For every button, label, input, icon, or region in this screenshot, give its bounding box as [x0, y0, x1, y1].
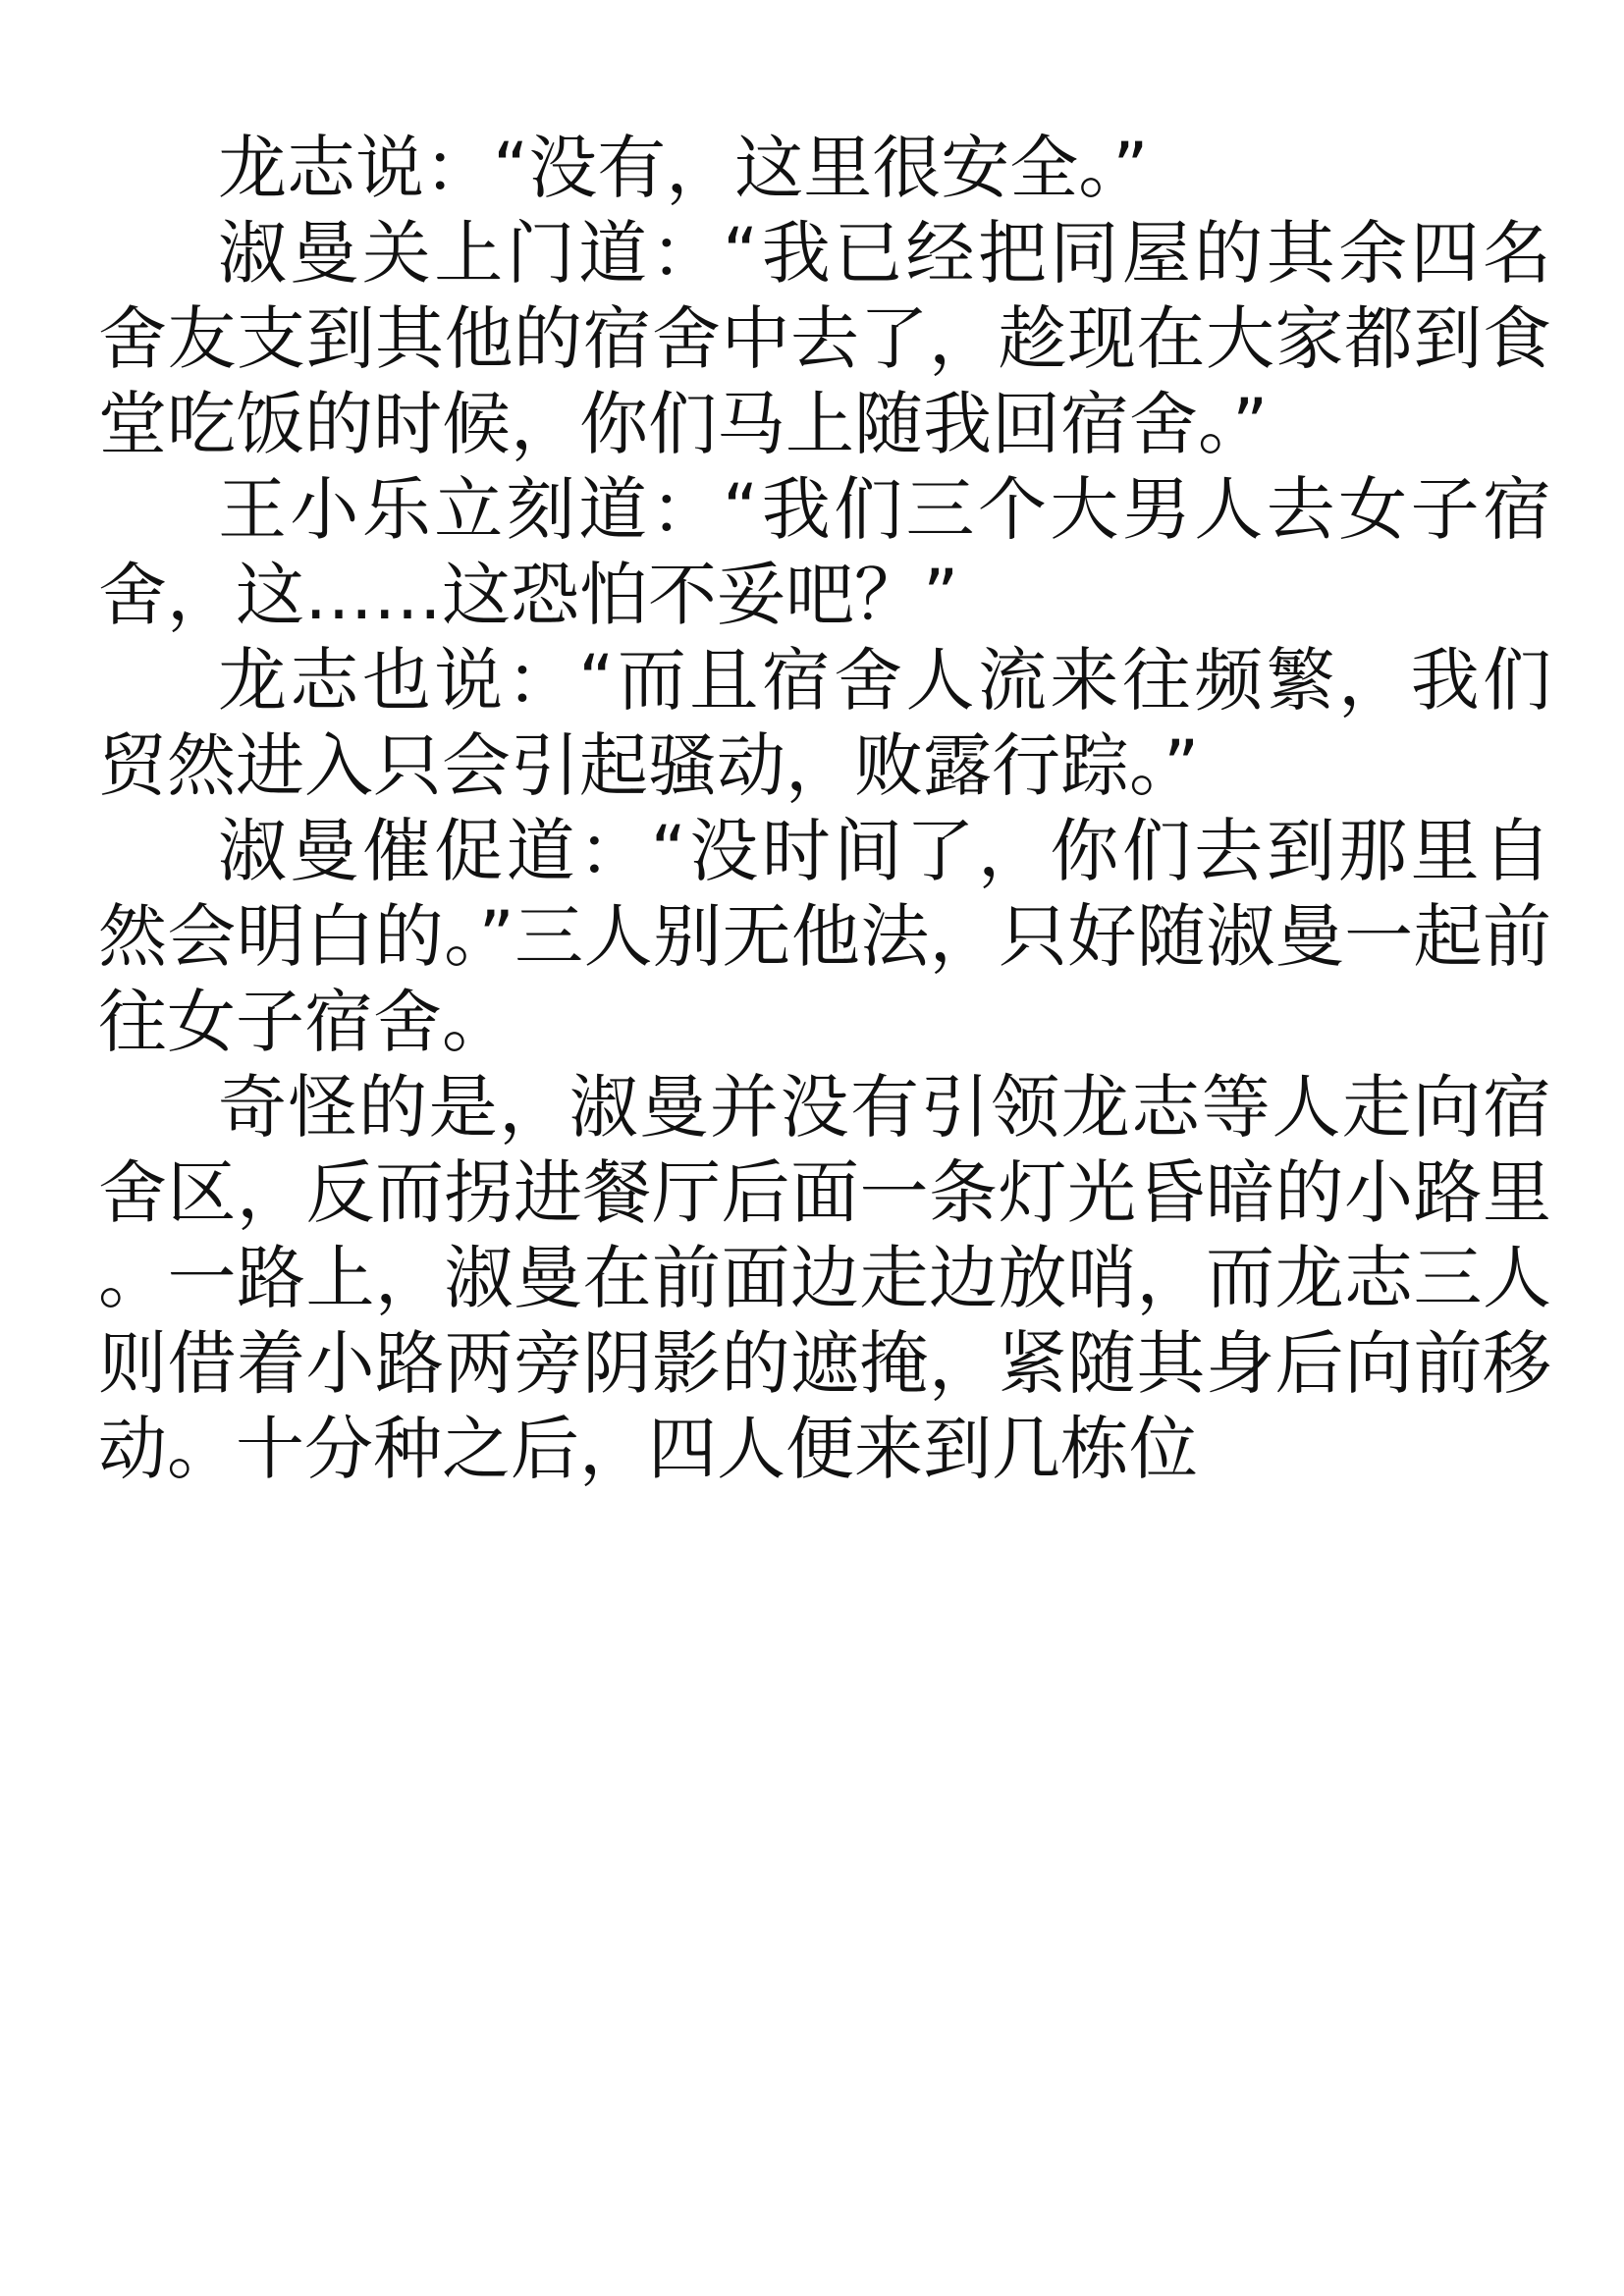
- paragraph: 奇怪的是，淑曼并没有引领龙志等人走向宿舍区，反而拐进餐厅后面一条灯光昏暗的小路里。一路上，淑曼在前面边走边放哨，而龙志三人则借着小路两旁阴影的遮掩，紧随其身后向前移动。十分种之后，四人便来到几栋位: [98, 1067, 1551, 1489]
- paragraph: 龙志说：“没有，这里很安全。”: [218, 128, 1149, 208]
- paragraph: 淑曼关上门道：“我已经把同屋的其余四名舍友支到其他的宿舍中去了，趁现在大家都到食堂吃饭的时候，你们马上随我回宿舍。”: [98, 213, 1551, 464]
- paragraph: 王小乐立刻道：“我们三个大男人去女子宿舍，这……这恐怕不妥吧？”: [98, 469, 1551, 635]
- paragraph: 龙志也说：“而且宿舍人流来往频繁，我们贸然进入只会引起骚动，败露行踪。”: [98, 640, 1551, 806]
- body-text: [98, 126, 1551, 1492]
- paragraph: 淑曼催促道：“没时间了，你们去到那里自然会明白的。”三人别无他法，只好随淑曼一起前往女子宿舍。: [98, 811, 1551, 1062]
